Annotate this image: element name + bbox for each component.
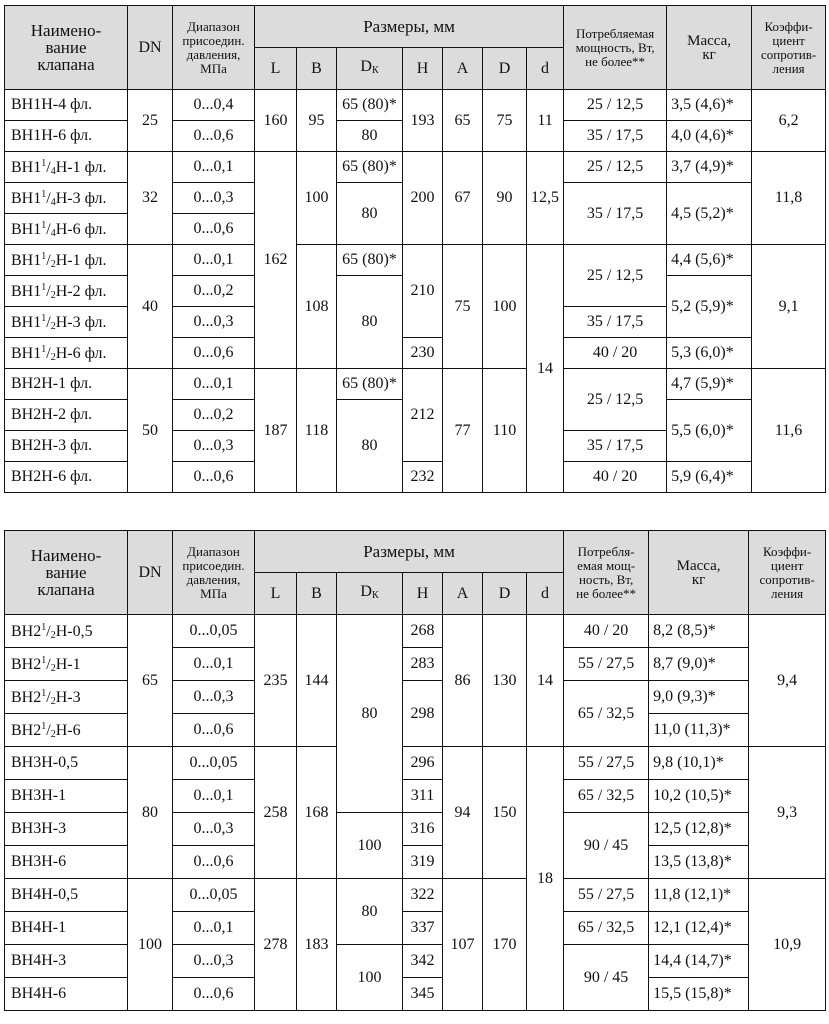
header-col-d: D	[483, 573, 527, 615]
l-value: 235	[255, 615, 297, 747]
h-value: 193	[403, 90, 443, 152]
table-row	[5, 245, 826, 276]
power-value: 55 / 27,5	[564, 648, 649, 681]
mass-value: 11,0 (11,3)*	[649, 714, 749, 747]
mass-value: 12,1 (12,4)*	[649, 912, 749, 945]
valve-name: $ВН1^1/2Н-2$ фл.	[5, 276, 128, 307]
mass-value: 13,5 (13,8)*	[649, 846, 749, 879]
dk-value: 80	[337, 276, 403, 369]
valve-name: ВН4Н-0,5	[5, 879, 128, 912]
mass-value: 8,7 (9,0)*	[649, 648, 749, 681]
dn-value: 65	[128, 615, 173, 747]
dk-value: 80	[337, 121, 403, 152]
h-value: 342	[403, 945, 443, 978]
mass-value: 12,5 (12,8)*	[649, 813, 749, 846]
header-mass: Масса, кг	[649, 531, 749, 615]
dk-value: 65 (80)*	[337, 369, 403, 400]
pressure-range: 0...0,1	[173, 245, 255, 276]
dk-value: 100	[337, 813, 403, 879]
power-value: 40 / 20	[564, 615, 649, 648]
power-value: 25 / 12,5	[564, 369, 667, 431]
valve-name: ВН1Н-4 фл.	[5, 90, 128, 121]
header-col-b: B	[297, 573, 337, 615]
power-value: 35 / 17,5	[564, 121, 667, 152]
pressure-range: 0...0,05	[173, 879, 255, 912]
valve-name: ВН3Н-0,5	[5, 747, 128, 780]
pressure-range: 0...0,3	[173, 183, 255, 214]
header-resistance-coef: Коэффи- циент сопротив- ления	[752, 6, 826, 90]
header-dn: DN	[128, 6, 173, 90]
table-row	[5, 615, 826, 648]
small-d-value: 14	[527, 245, 564, 493]
a-value: 77	[443, 369, 483, 493]
power-value: 55 / 27,5	[564, 747, 649, 780]
power-value: 35 / 17,5	[564, 431, 667, 462]
h-value: 212	[403, 369, 443, 462]
h-value: 210	[403, 245, 443, 338]
valve-name: $ВН1^1/2Н-6$ фл.	[5, 338, 128, 369]
pressure-range: 0...0,6	[173, 214, 255, 245]
mass-value: 11,8 (12,1)*	[649, 879, 749, 912]
d-value: 100	[483, 245, 527, 369]
header-col-small-d: d	[527, 573, 564, 615]
mass-value: 5,2 (5,9)*	[667, 276, 752, 338]
valve-spec-table-1	[4, 5, 826, 493]
pressure-range: 0...0,1	[173, 780, 255, 813]
header-col-h: H	[403, 48, 443, 90]
mass-value: 3,5 (4,6)*	[667, 90, 752, 121]
table-row	[5, 369, 826, 400]
mass-value: 4,0 (4,6)*	[667, 121, 752, 152]
pressure-range: 0...0,3	[173, 681, 255, 714]
pressure-range: 0...0,6	[173, 978, 255, 1011]
h-value: 296	[403, 747, 443, 780]
valve-name: ВН4Н-6	[5, 978, 128, 1011]
header-col-b: B	[297, 48, 337, 90]
header-col-small-d: d	[527, 48, 564, 90]
header-dn: DN	[128, 531, 173, 615]
d-value: 110	[483, 369, 527, 493]
coef-value: 11,8	[752, 152, 826, 245]
header-power: Потребля- емая мощ- ность, Вт, не более**	[564, 531, 649, 615]
dk-value: 65 (80)*	[337, 90, 403, 121]
pressure-range: 0...0,05	[173, 747, 255, 780]
power-value: 25 / 12,5	[564, 245, 667, 307]
valve-name: $ВН1^1/4Н-1$ фл.	[5, 152, 128, 183]
h-value: 230	[403, 338, 443, 369]
b-value: 168	[297, 747, 337, 879]
b-value: 100	[297, 152, 337, 245]
valve-name: $ВН2^1/2Н-3$	[5, 681, 128, 714]
dn-value: 40	[128, 245, 173, 369]
valve-name: ВН4Н-1	[5, 912, 128, 945]
header-valve-name: Наимено- вание клапана	[5, 531, 128, 615]
pressure-range: 0...0,2	[173, 276, 255, 307]
power-value: 55 / 27,5	[564, 879, 649, 912]
pressure-range: 0...0,3	[173, 813, 255, 846]
table-row	[5, 747, 826, 780]
header-col-l: L	[255, 573, 297, 615]
pressure-range: 0...0,6	[173, 338, 255, 369]
h-value: 268	[403, 615, 443, 648]
b-value: 108	[297, 245, 337, 369]
dn-value: 100	[128, 879, 173, 1011]
pressure-range: 0...0,4	[173, 90, 255, 121]
d-value: 75	[483, 90, 527, 152]
dn-value: 32	[128, 152, 173, 245]
valve-name: ВН2Н-6 фл.	[5, 462, 128, 493]
power-value: 25 / 12,5	[564, 152, 667, 183]
header-col-a: A	[443, 48, 483, 90]
mass-value: 10,2 (10,5)*	[649, 780, 749, 813]
power-value: 25 / 12,5	[564, 90, 667, 121]
pressure-range: 0...0,3	[173, 307, 255, 338]
coef-value: 10,9	[749, 879, 826, 1011]
h-value: 298	[403, 681, 443, 747]
pressure-range: 0...0,6	[173, 846, 255, 879]
header-dimensions: Размеры, мм	[255, 6, 564, 48]
coef-value: 9,1	[752, 245, 826, 369]
valve-name: ВН1Н-6 фл.	[5, 121, 128, 152]
mass-value: 8,2 (8,5)*	[649, 615, 749, 648]
header-dimensions: Размеры, мм	[255, 531, 564, 573]
a-value: 94	[443, 747, 483, 879]
valve-name: $ВН1^1/4Н-3$ фл.	[5, 183, 128, 214]
dn-value: 50	[128, 369, 173, 493]
dk-value: 80	[337, 879, 403, 945]
valve-name: ВН3Н-6	[5, 846, 128, 879]
coef-value: 6,2	[752, 90, 826, 152]
power-value: 90 / 45	[564, 813, 649, 879]
b-value: 118	[297, 369, 337, 493]
dk-value: 80	[337, 400, 403, 493]
pressure-range: 0...0,6	[173, 121, 255, 152]
h-value: 311	[403, 780, 443, 813]
l-value: 278	[255, 879, 297, 1011]
a-value: 107	[443, 879, 483, 1011]
pressure-range: 0...0,6	[173, 462, 255, 493]
a-value: 75	[443, 245, 483, 369]
dn-value: 80	[128, 747, 173, 879]
valve-name: $ВН2^1/2Н-1$	[5, 648, 128, 681]
l-value: 162	[255, 152, 297, 369]
dk-value: 65 (80)*	[337, 245, 403, 276]
pressure-range: 0...0,05	[173, 615, 255, 648]
d-value: 130	[483, 615, 527, 747]
power-value: 65 / 32,5	[564, 780, 649, 813]
table-row	[5, 879, 826, 912]
small-d-value: 14	[527, 615, 564, 747]
h-value: 345	[403, 978, 443, 1011]
h-value: 337	[403, 912, 443, 945]
header-pressure-range: Диапазон присоедин. давления, МПа	[173, 531, 255, 615]
l-value: 258	[255, 747, 297, 879]
valve-name: $ВН2^1/2Н-6$	[5, 714, 128, 747]
power-value: 40 / 20	[564, 462, 667, 493]
mass-value: 4,7 (5,9)*	[667, 369, 752, 400]
power-value: 40 / 20	[564, 338, 667, 369]
pressure-range: 0...0,1	[173, 912, 255, 945]
a-value: 67	[443, 152, 483, 245]
small-d-value: 18	[527, 747, 564, 1011]
mass-value: 5,5 (6,0)*	[667, 400, 752, 462]
valve-name: $ВН1^1/2Н-1$ фл.	[5, 245, 128, 276]
pressure-range: 0...0,2	[173, 400, 255, 431]
coef-value: 9,4	[749, 615, 826, 747]
mass-value: 15,5 (15,8)*	[649, 978, 749, 1011]
d-value: 150	[483, 747, 527, 879]
valve-spec-table-2	[4, 530, 826, 1011]
valve-name: ВН3Н-1	[5, 780, 128, 813]
header-valve-name: Наимено- вание клапана	[5, 6, 128, 90]
power-value: 35 / 17,5	[564, 307, 667, 338]
dk-value: 80	[337, 615, 403, 813]
header-power: Потребляемая мощность, Вт, не более**	[564, 6, 667, 90]
mass-value: 5,3 (6,0)*	[667, 338, 752, 369]
mass-value: 9,0 (9,3)*	[649, 681, 749, 714]
table-row	[5, 90, 826, 121]
header-col-l: L	[255, 48, 297, 90]
power-value: 65 / 32,5	[564, 681, 649, 747]
mass-value: 4,4 (5,6)*	[667, 245, 752, 276]
small-d-value: 11	[527, 90, 564, 152]
h-value: 316	[403, 813, 443, 846]
h-value: 232	[403, 462, 443, 493]
pressure-range: 0...0,1	[173, 369, 255, 400]
valve-name: $ВН1^1/2Н-3$ фл.	[5, 307, 128, 338]
h-value: 200	[403, 152, 443, 245]
a-value: 86	[443, 615, 483, 747]
valve-name: ВН3Н-3	[5, 813, 128, 846]
l-value: 160	[255, 90, 297, 152]
power-value: 35 / 17,5	[564, 183, 667, 245]
d-value: 170	[483, 879, 527, 1011]
mass-value: 4,5 (5,2)*	[667, 183, 752, 245]
header-resistance-coef: Коэффи- циент сопротив- ления	[749, 531, 826, 615]
coef-value: 11,6	[752, 369, 826, 493]
header-col-a: A	[443, 573, 483, 615]
header-col-dk: DК	[337, 573, 403, 615]
b-value: 144	[297, 615, 337, 747]
mass-value: 14,4 (14,7)*	[649, 945, 749, 978]
mass-value: 5,9 (6,4)*	[667, 462, 752, 493]
header-pressure-range: Диапазон присоедин. давления, МПа	[173, 6, 255, 90]
valve-name: $ВН2^1/2Н-0,5$	[5, 615, 128, 648]
header-mass: Масса, кг	[667, 6, 752, 90]
h-value: 319	[403, 846, 443, 879]
small-d-value: 12,5	[527, 152, 564, 245]
valve-name: ВН4Н-3	[5, 945, 128, 978]
mass-value: 9,8 (10,1)*	[649, 747, 749, 780]
pressure-range: 0...0,3	[173, 431, 255, 462]
header-col-d: D	[483, 48, 527, 90]
dk-value: 65 (80)*	[337, 152, 403, 183]
b-value: 95	[297, 90, 337, 152]
dk-value: 100	[337, 945, 403, 1011]
pressure-range: 0...0,1	[173, 648, 255, 681]
pressure-range: 0...0,6	[173, 714, 255, 747]
header-col-h: H	[403, 573, 443, 615]
valve-name: $ВН1^1/4Н-6$ фл.	[5, 214, 128, 245]
power-value: 65 / 32,5	[564, 912, 649, 945]
pressure-range: 0...0,3	[173, 945, 255, 978]
pressure-range: 0...0,1	[173, 152, 255, 183]
header-col-dk: DК	[337, 48, 403, 90]
valve-name: ВН2Н-3 фл.	[5, 431, 128, 462]
h-value: 283	[403, 648, 443, 681]
a-value: 65	[443, 90, 483, 152]
valve-name: ВН2Н-2 фл.	[5, 400, 128, 431]
l-value: 187	[255, 369, 297, 493]
mass-value: 3,7 (4,9)*	[667, 152, 752, 183]
valve-name: ВН2Н-1 фл.	[5, 369, 128, 400]
dn-value: 25	[128, 90, 173, 152]
d-value: 90	[483, 152, 527, 245]
coef-value: 9,3	[749, 747, 826, 879]
table-row	[5, 152, 826, 183]
dk-value: 80	[337, 183, 403, 245]
b-value: 183	[297, 879, 337, 1011]
power-value: 90 / 45	[564, 945, 649, 1011]
h-value: 322	[403, 879, 443, 912]
